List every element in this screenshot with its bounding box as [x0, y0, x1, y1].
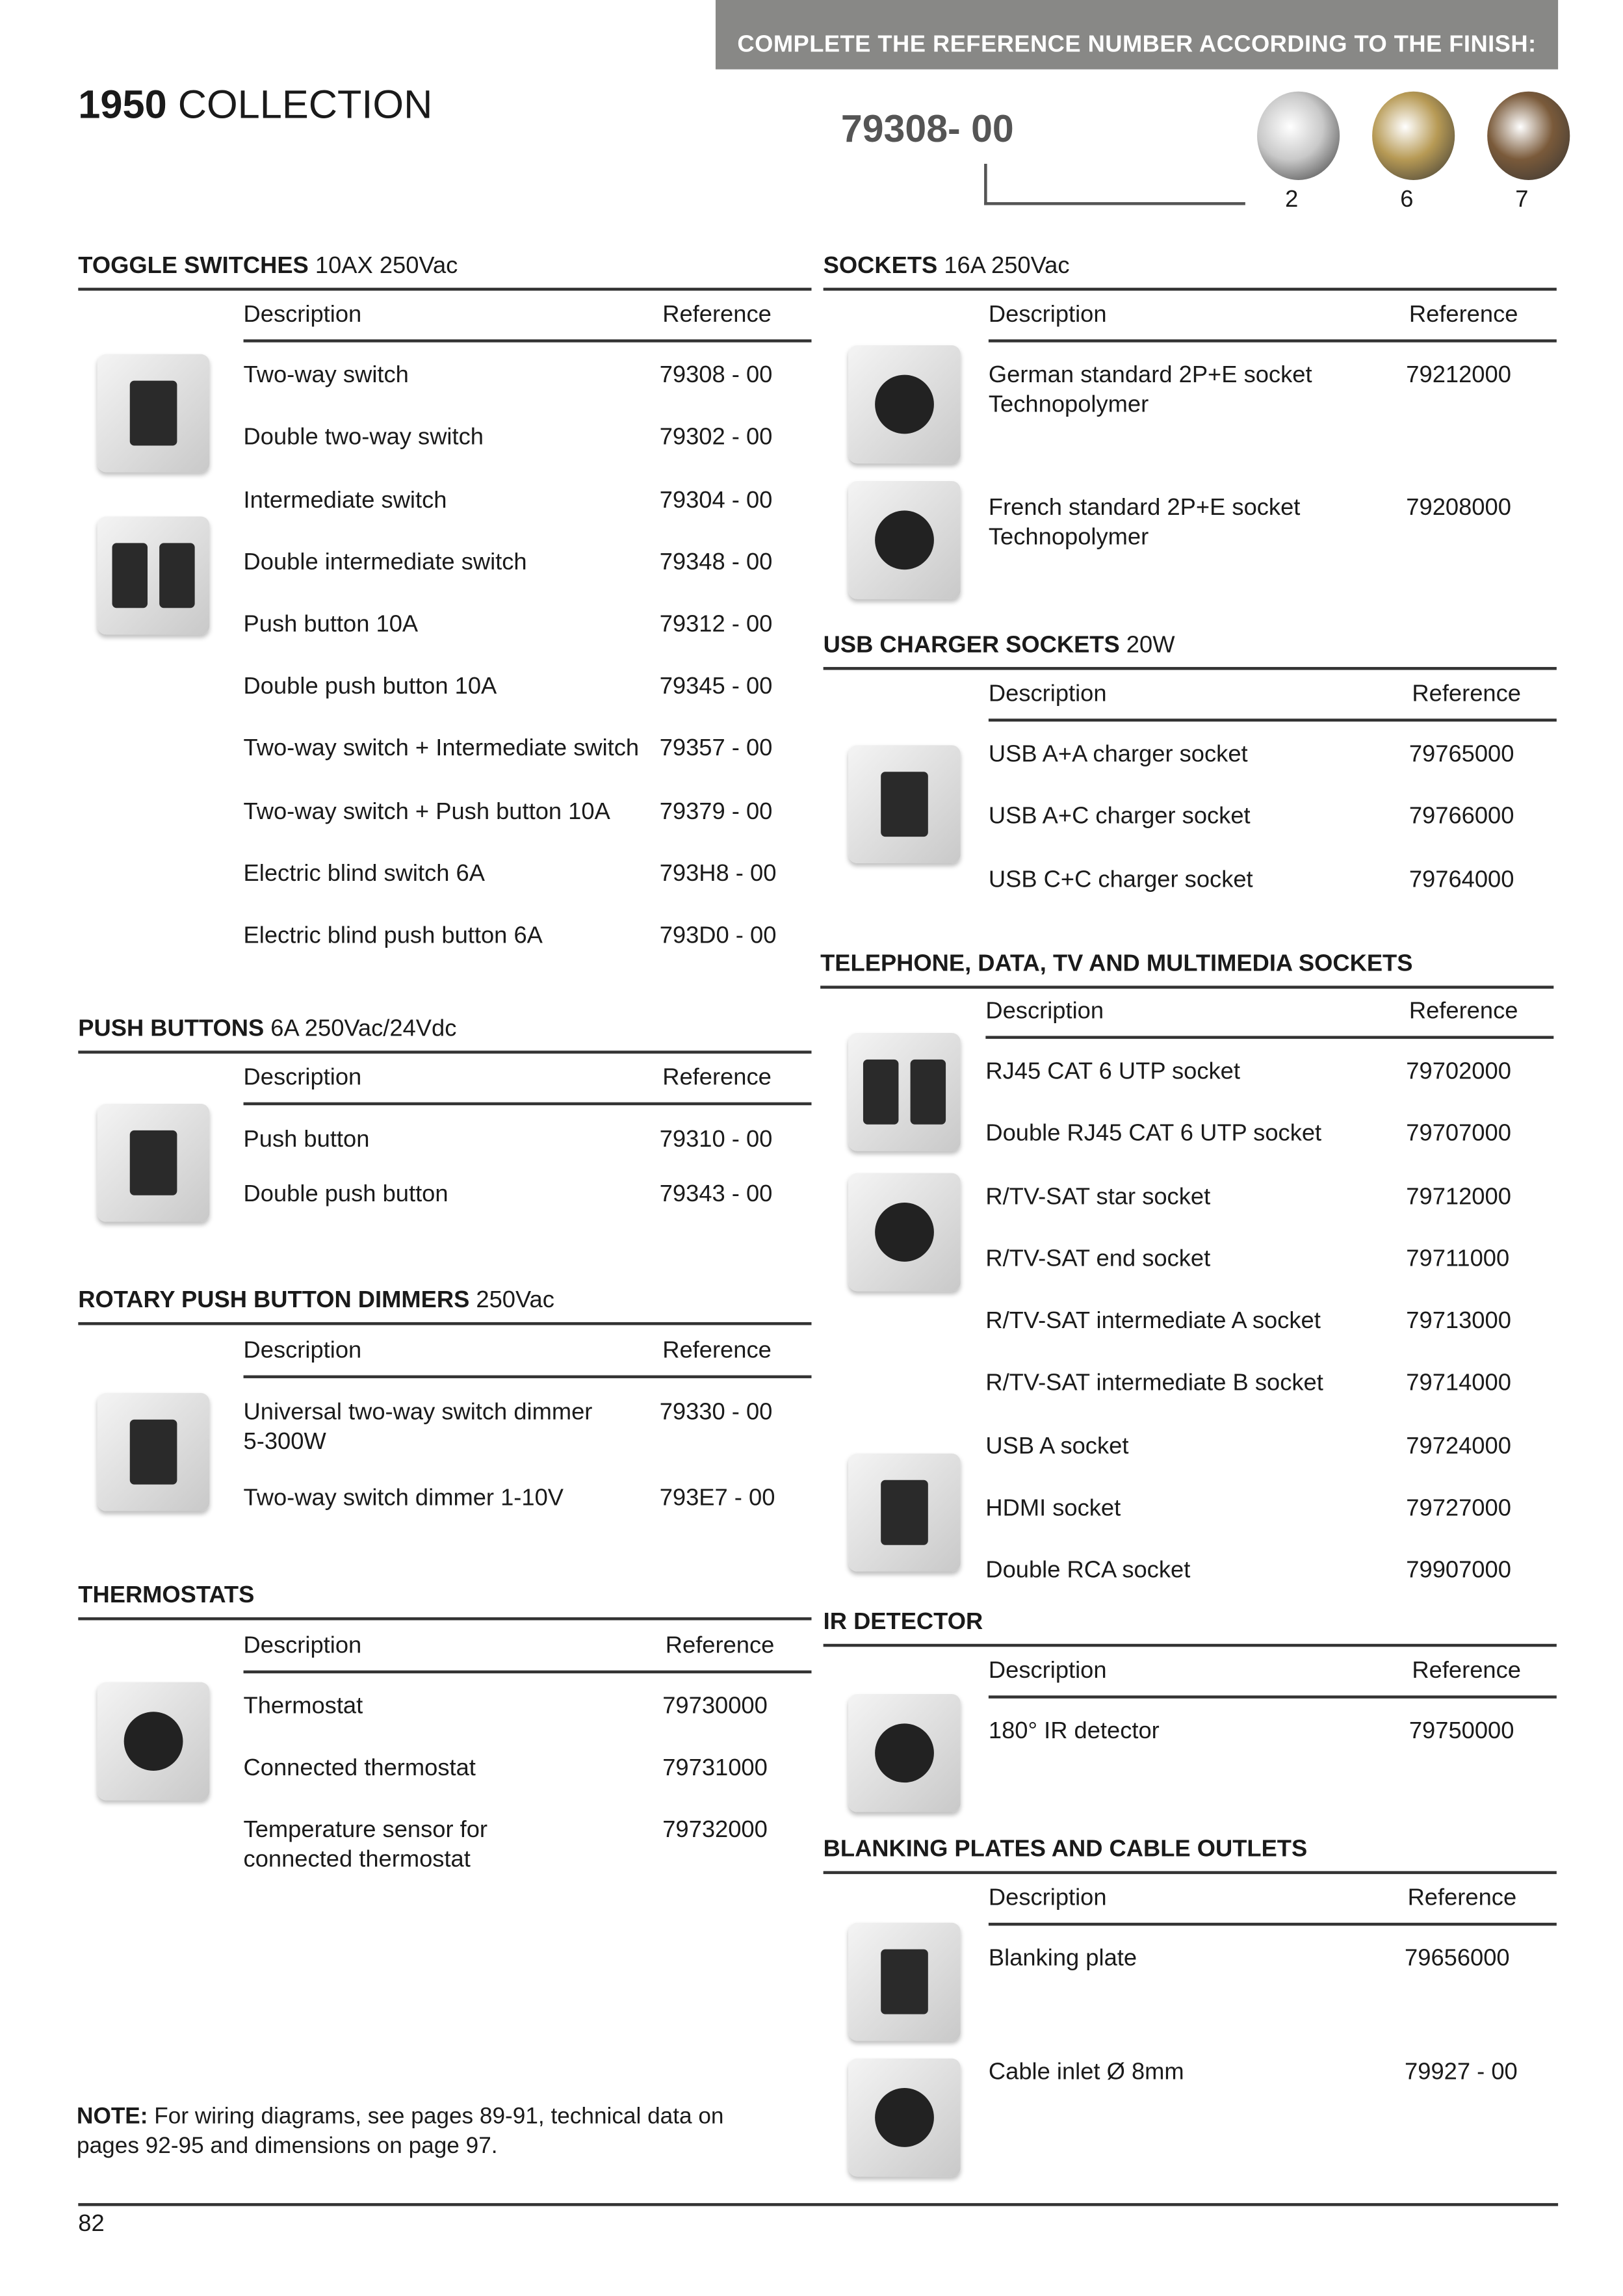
- row-reference: 79304 - 00: [659, 488, 773, 514]
- finish-swatch: [1257, 92, 1340, 180]
- row-description: R/TV-SAT end socket: [985, 1247, 1211, 1272]
- header-rule: [244, 1102, 812, 1104]
- col-reference: Reference: [662, 1338, 772, 1364]
- row-reference: 79312 - 00: [659, 612, 773, 638]
- row-reference: 79308 - 00: [659, 363, 773, 389]
- col-description: Description: [243, 1633, 362, 1659]
- section-rule: [824, 667, 1557, 669]
- product-image: [848, 745, 961, 863]
- reference-bracket: [984, 164, 1245, 205]
- product-image: [848, 345, 961, 463]
- footer-divider: [78, 2203, 1558, 2205]
- section-push: [78, 1017, 811, 1207]
- col-reference: Reference: [1412, 681, 1521, 707]
- row-description: Temperature sensor for connected thermostat: [243, 1818, 488, 1873]
- row-reference: 79765000: [1409, 742, 1514, 768]
- section-name: SOCKETS: [823, 254, 938, 280]
- col-description: Description: [243, 302, 362, 328]
- section-title: [78, 1288, 811, 1321]
- row-reference: 79702000: [1406, 1059, 1511, 1085]
- header-rule: [989, 339, 1557, 341]
- section-title: [824, 633, 1557, 666]
- section-toggle: [78, 254, 811, 949]
- finish-banner: COMPLETE THE REFERENCE NUMBER ACCORDING TO THE FINISH:: [716, 0, 1558, 70]
- section-rule: [78, 288, 811, 290]
- col-description: Description: [243, 1338, 362, 1364]
- row-reference: 79379 - 00: [659, 800, 773, 825]
- product-image: [848, 1173, 961, 1292]
- row-reference: 793D0 - 00: [659, 924, 777, 949]
- row-reference: 79330 - 00: [659, 1400, 773, 1426]
- finish-swatch: [1372, 92, 1455, 180]
- product-image: [848, 1033, 961, 1151]
- product-image: [97, 1104, 210, 1222]
- row-description: Double push button 10A: [243, 674, 497, 699]
- row-reference: 79656000: [1405, 1946, 1510, 1972]
- section-rule: [78, 1617, 811, 1619]
- col-reference: Reference: [1409, 998, 1518, 1024]
- device-face: [881, 1950, 928, 2015]
- row-description: Intermediate switch: [243, 488, 447, 514]
- device-face: [112, 543, 148, 608]
- row-reference: 79907000: [1406, 1558, 1511, 1584]
- header-rule: [985, 1036, 1553, 1038]
- section-rule: [78, 1050, 811, 1052]
- row-reference: 79731000: [662, 1756, 768, 1781]
- row-description: USB A+C charger socket: [988, 804, 1251, 829]
- col-description: Description: [243, 1065, 362, 1091]
- row-reference: 79208000: [1406, 495, 1511, 521]
- finish-swatch: [1487, 92, 1570, 180]
- product-image: [97, 354, 210, 473]
- row-reference: 79357 - 00: [659, 736, 773, 762]
- title-year: 1950: [78, 83, 167, 127]
- row-description: Electric blind switch 6A: [243, 861, 485, 887]
- section-title: [78, 254, 811, 286]
- device-face: [875, 375, 934, 434]
- row-description: R/TV-SAT star socket: [985, 1184, 1211, 1210]
- page-title: [78, 83, 432, 128]
- row-description: Two-way switch + Push button 10A: [243, 800, 610, 825]
- row-reference: 793H8 - 00: [659, 861, 777, 887]
- device-face: [875, 1723, 934, 1782]
- row-reference: 79310 - 00: [659, 1127, 773, 1153]
- product-image: [97, 517, 210, 635]
- device-face: [911, 1060, 946, 1125]
- col-description: Description: [988, 681, 1107, 707]
- row-reference: 79348 - 00: [659, 550, 773, 576]
- row-description: USB A+A charger socket: [988, 742, 1248, 768]
- section-blanking: [823, 1837, 1557, 2085]
- product-image: [848, 1694, 961, 1812]
- section-spec: 10AX 250Vac: [308, 254, 458, 280]
- col-reference: Reference: [665, 1633, 775, 1659]
- header-rule: [989, 1695, 1557, 1697]
- row-description: 180° IR detector: [988, 1719, 1160, 1745]
- row-description: Double intermediate switch: [243, 550, 527, 576]
- row-description: Cable inlet Ø 8mm: [988, 2059, 1184, 2085]
- row-description: R/TV-SAT intermediate B socket: [985, 1370, 1323, 1396]
- title-rest: COLLECTION: [166, 83, 433, 127]
- device-face: [159, 543, 194, 608]
- product-image: [848, 1923, 961, 2041]
- product-image: [848, 2059, 961, 2177]
- section-spec: 20W: [1119, 633, 1175, 659]
- row-description: Connected thermostat: [243, 1756, 476, 1781]
- device-face: [130, 1420, 177, 1485]
- section-name: TELEPHONE, DATA, TV AND MULTIMEDIA SOCKETS: [820, 952, 1413, 977]
- col-description: Description: [988, 1658, 1107, 1684]
- col-reference: Reference: [662, 302, 772, 328]
- device-face: [875, 510, 934, 569]
- row-description: Universal two-way switch dimmer 5-300W: [243, 1400, 593, 1455]
- row-description: Push button: [243, 1127, 370, 1153]
- device-face: [875, 2088, 934, 2147]
- note: [77, 2103, 770, 2162]
- section-name: PUSH BUTTONS: [78, 1017, 265, 1042]
- device-face: [875, 1203, 934, 1262]
- product-image: [97, 1682, 210, 1801]
- section-title: [824, 254, 1557, 286]
- row-reference: 79713000: [1406, 1309, 1511, 1335]
- col-reference: Reference: [662, 1065, 772, 1091]
- product-image: [848, 1454, 961, 1572]
- row-reference: 79712000: [1406, 1184, 1511, 1210]
- row-description: Double RCA socket: [985, 1558, 1191, 1584]
- row-description: RJ45 CAT 6 UTP socket: [985, 1059, 1240, 1085]
- col-reference: Reference: [1412, 1658, 1521, 1684]
- section-spec: 250Vac: [469, 1288, 554, 1314]
- row-description: Double RJ45 CAT 6 UTP socket: [985, 1121, 1322, 1147]
- col-description: Description: [988, 1886, 1107, 1911]
- section-thermostats: [78, 1583, 811, 1873]
- row-description: Electric blind push button 6A: [243, 924, 543, 949]
- section-title: [78, 1017, 811, 1049]
- col-reference: Reference: [1409, 302, 1518, 328]
- row-reference: 79212000: [1406, 363, 1511, 389]
- section-name: ROTARY PUSH BUTTON DIMMERS: [78, 1288, 470, 1314]
- row-reference: 79724000: [1406, 1434, 1511, 1460]
- row-reference: 793E7 - 00: [659, 1485, 775, 1511]
- row-reference: 79927 - 00: [1405, 2059, 1518, 2085]
- header-rule: [989, 1923, 1557, 1925]
- section-title: [824, 1837, 1557, 1870]
- row-description: French standard 2P+E socket Technopolymer: [988, 495, 1301, 551]
- section-rule: [78, 1322, 811, 1324]
- col-description: Description: [988, 302, 1107, 328]
- section-spec: 16A 250Vac: [937, 254, 1070, 280]
- device-face: [881, 772, 928, 837]
- note-text: For wiring diagrams, see pages 89-91, technical data on pages 92-95 and dimensions on page 97.: [77, 2104, 724, 2159]
- note-label: NOTE:: [77, 2104, 148, 2130]
- section-usb: [823, 633, 1557, 893]
- row-reference: 79714000: [1406, 1370, 1511, 1396]
- section-name: IR DETECTOR: [823, 1610, 983, 1636]
- section-sockets: [823, 254, 1557, 551]
- device-face: [124, 1712, 183, 1771]
- row-reference: 79750000: [1409, 1719, 1514, 1745]
- finish-code: 7: [1515, 187, 1529, 213]
- section-name: TOGGLE SWITCHES: [78, 254, 309, 280]
- row-description: USB C+C charger socket: [988, 867, 1253, 893]
- device-face: [130, 381, 177, 446]
- section-dimmers: [78, 1288, 811, 1511]
- section-rule: [824, 1644, 1557, 1646]
- row-description: Two-way switch: [243, 363, 409, 389]
- row-reference: 79764000: [1409, 867, 1514, 893]
- row-description: USB A socket: [985, 1434, 1129, 1460]
- device-face: [863, 1060, 898, 1125]
- row-description: Double two-way switch: [243, 424, 484, 450]
- row-description: HDMI socket: [985, 1496, 1121, 1522]
- header-rule: [989, 718, 1557, 720]
- product-image: [97, 1393, 210, 1511]
- row-description: German standard 2P+E socket Technopolymer: [988, 363, 1312, 418]
- row-reference: 79345 - 00: [659, 674, 773, 699]
- row-reference: 79766000: [1409, 804, 1514, 829]
- header-rule: [244, 1376, 812, 1377]
- reference-example: 79308- 00: [840, 106, 1014, 151]
- header-rule: [244, 339, 812, 341]
- col-description: Description: [985, 998, 1104, 1024]
- device-face: [130, 1130, 177, 1195]
- row-reference: 79302 - 00: [659, 424, 773, 450]
- section-ir: [823, 1610, 1557, 1745]
- row-description: Blanking plate: [988, 1946, 1137, 1972]
- product-image: [848, 481, 961, 599]
- row-reference: 79732000: [662, 1818, 768, 1844]
- page-number: 82: [78, 2211, 105, 2237]
- finish-code: 6: [1400, 187, 1414, 213]
- header-rule: [244, 1671, 812, 1673]
- section-rule: [820, 985, 1553, 987]
- row-reference: 79707000: [1406, 1121, 1511, 1147]
- row-description: Two-way switch + Intermediate switch: [243, 736, 640, 762]
- section-title: [78, 1584, 811, 1616]
- row-description: Two-way switch dimmer 1-10V: [243, 1485, 564, 1511]
- device-face: [881, 1480, 928, 1545]
- col-reference: Reference: [1407, 1886, 1517, 1911]
- row-description: Thermostat: [243, 1693, 363, 1719]
- row-reference: 79730000: [662, 1693, 768, 1719]
- section-name: THERMOSTATS: [78, 1583, 255, 1609]
- section-title: [824, 1610, 1557, 1643]
- row-reference: 79343 - 00: [659, 1182, 773, 1207]
- section-spec: 6A 250Vac/24Vdc: [264, 1017, 457, 1042]
- row-description: Push button 10A: [243, 612, 419, 638]
- row-description: R/TV-SAT intermediate A socket: [985, 1309, 1321, 1335]
- section-title: [820, 952, 1553, 984]
- section-rule: [824, 1871, 1557, 1873]
- section-telecom: [820, 952, 1553, 1584]
- row-reference: 79727000: [1406, 1496, 1511, 1522]
- row-description: Double push button: [243, 1182, 448, 1207]
- row-reference: 79711000: [1406, 1247, 1510, 1272]
- finish-code: 2: [1285, 187, 1299, 213]
- section-name: USB CHARGER SOCKETS: [823, 633, 1120, 659]
- section-rule: [824, 288, 1557, 290]
- section-name: BLANKING PLATES AND CABLE OUTLETS: [823, 1837, 1308, 1862]
